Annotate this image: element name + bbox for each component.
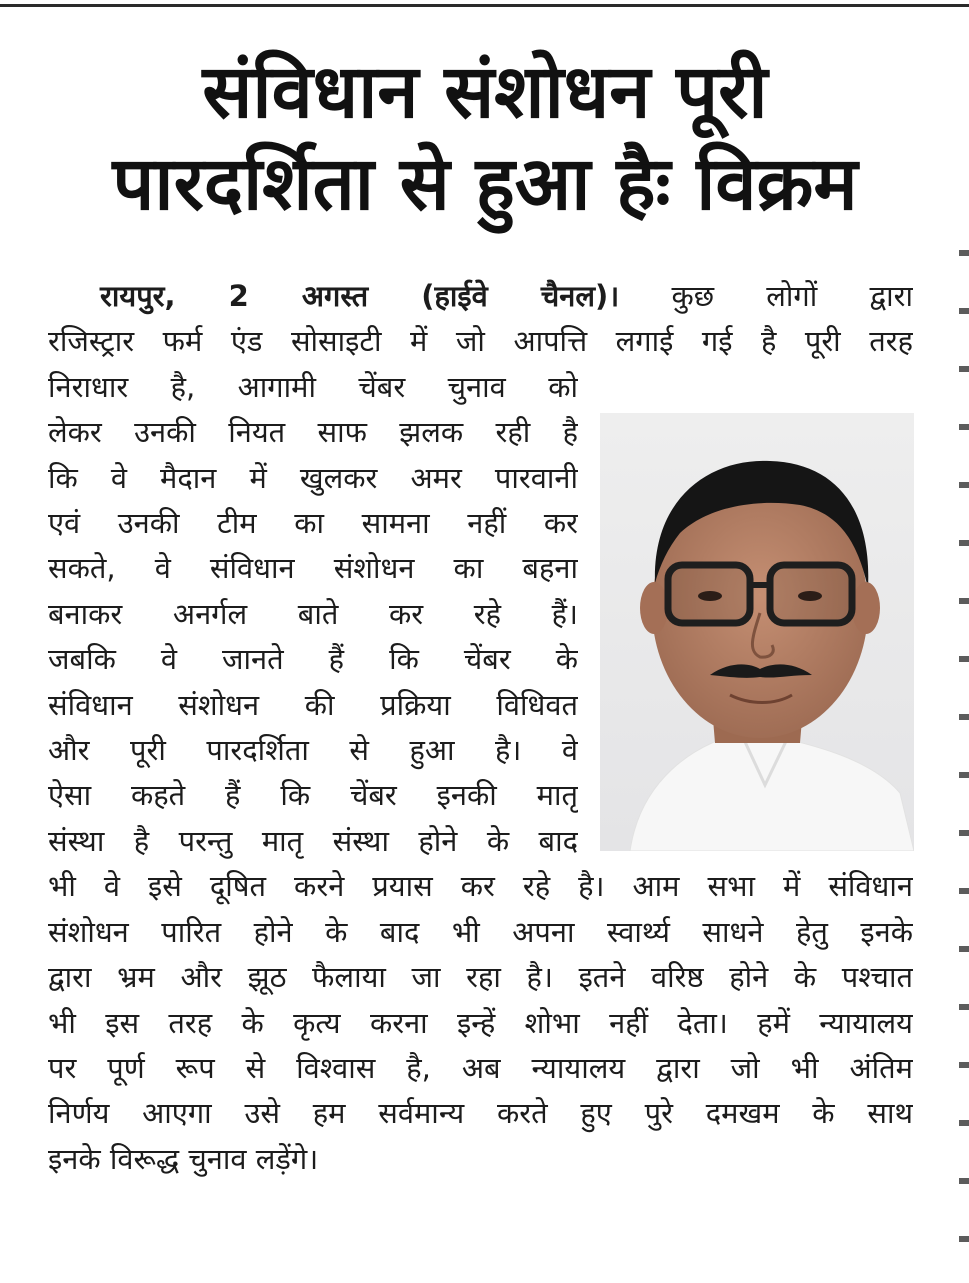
body-line-18: पर पूर्ण रूप से विश्वास है, अब न्यायालय द्वारा जो भी अंतिम <box>48 1050 913 1085</box>
body-line-10: संविधान संशोधन की प्रक्रिया विधिवत <box>48 687 578 722</box>
body-line-5: कि वे मैदान में खुलकर अमर पारवानी <box>48 460 578 495</box>
body-line-17: भी इस तरह के कृत्य करना इन्हें शोभा नहीं देता। हमें न्यायालय <box>48 1005 913 1040</box>
body-line-19: निर्णय आएगा उसे हम सर्वमान्य करते हुए पुरे दमखम के साथ <box>48 1096 913 1131</box>
body-line-3: निराधार है, आगामी चेंबर चुनाव को <box>48 369 578 404</box>
body-line-6: एवं उनकी टीम का सामना नहीं कर <box>48 506 578 541</box>
top-rule <box>0 4 969 7</box>
body-line-16: द्वारा भ्रम और झूठ फैलाया जा रहा है। इतने वरिष्ठ होने के पश्चात <box>48 960 913 995</box>
body-line-7: सकते, वे संविधान संशोधन का बहना <box>48 551 578 586</box>
body-line-1 <box>48 274 913 319</box>
body-line-4: लेकर उनकी नियत साफ झलक रही है <box>48 415 578 450</box>
body-line-15: संशोधन पारित होने के बाद भी अपना स्वार्थ्य साधने हेतु इनके <box>48 914 913 949</box>
dateline: रायपुर, 2 अगस्त (हाईवे चैनल)। <box>100 279 620 313</box>
adjacent-column-edge <box>959 250 969 1283</box>
body-line-14: भी वे इसे दूषित करने प्रयास कर रहे है। आम सभा में संविधान <box>48 869 913 904</box>
body-line-8: बनाकर अनर्गल बाते कर रहे हैं। <box>48 596 578 631</box>
body-text-span: कुछ लोगों द्वारा <box>671 279 913 313</box>
body-line-20: इनके विरूद्ध चुनाव लड़ेंगे। <box>48 1141 319 1176</box>
body-line-12: ऐसा कहते हैं कि चेंबर इनकी मातृ <box>48 778 578 813</box>
body-line-13: संस्था है परन्तु मातृ संस्था होने के बाद <box>48 823 578 858</box>
article-body <box>48 274 913 1182</box>
headline <box>40 46 930 230</box>
headline-line-2: पारदर्शिता से हुआ हैः विक्रम <box>112 141 858 227</box>
body-line-9: जबकि वे जानते हैं कि चेंबर के <box>48 642 578 677</box>
headline-line-1: संविधान संशोधन पूरी <box>202 49 768 135</box>
body-line-11: और पूरी पारदर्शिता से हुआ है। वे <box>48 733 578 768</box>
body-line-2: रजिस्ट्रार फर्म एंड सोसाइटी में जो आपत्ति लगाई गई है पूरी तरह <box>48 324 913 359</box>
